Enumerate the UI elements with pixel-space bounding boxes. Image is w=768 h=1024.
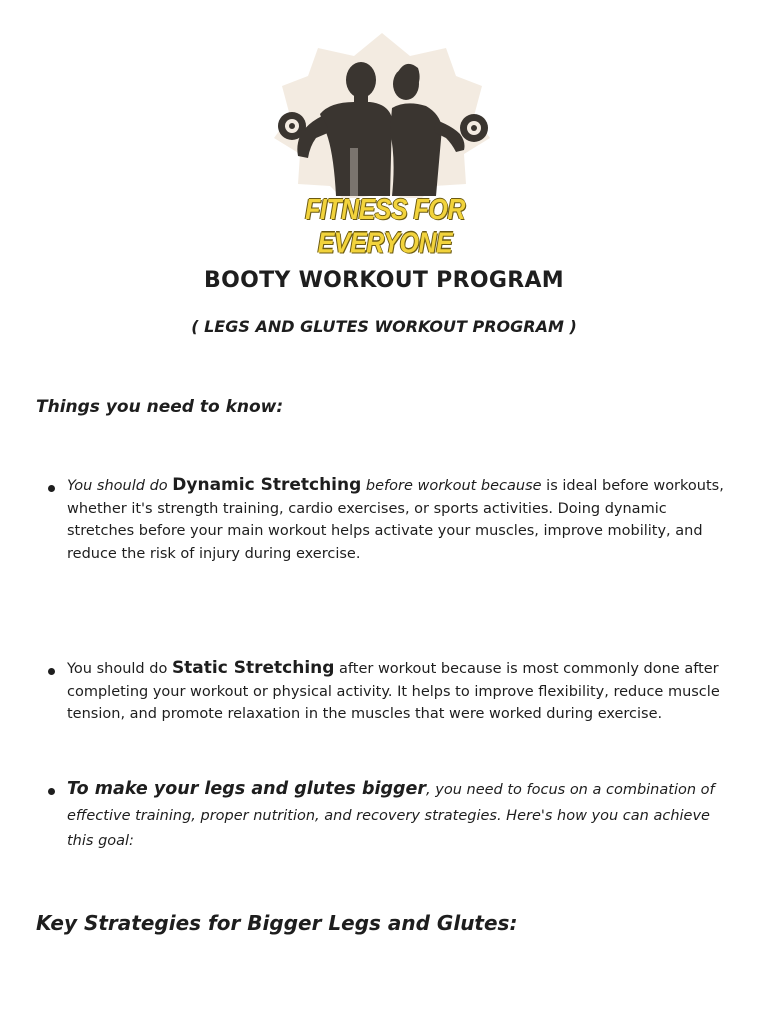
list-item — [48, 777, 728, 855]
list-item-text — [67, 474, 728, 565]
section-heading: Things you need to know: — [36, 397, 284, 417]
list-item-text — [67, 657, 728, 726]
bullet-emphasis: To make your legs and glutes bigger — [67, 779, 427, 799]
key-strategies-heading: Key Strategies for Bigger Legs and Glutes: — [36, 911, 518, 935]
fitness-logo — [250, 28, 520, 260]
bullet-rest: is ideal before workouts, whether it's strength training, cardio exercises, or sports activities. Doing dynamic stretches before your main workout helps activate your muscles, improve mobility, and reduce the risk of injury during exercise. — [67, 478, 724, 562]
bullet-pre: You should do — [67, 478, 173, 494]
bullet-rest: , you need to focus on a combination of effective training, proper nutrition, and recovery strategies. Here's how you can achieve this goal: — [67, 782, 715, 849]
bullet-middle: before workout because — [361, 478, 542, 494]
bullet-dot — [48, 668, 55, 675]
bullet-emphasis: Static Stretching — [171, 658, 335, 678]
bullet-emphasis: Dynamic Stretching — [172, 475, 362, 495]
page-title: BOOTY WORKOUT PROGRAM — [204, 268, 564, 293]
list-item-text — [67, 777, 728, 855]
bullet-pre: You should do — [67, 661, 172, 677]
page-subtitle: ( LEGS AND GLUTES WORKOUT PROGRAM ) — [191, 317, 577, 336]
logo-text: FITNESS FOR EVERYONE — [305, 193, 465, 260]
bullet-dot — [48, 485, 55, 492]
bullet-rest: after workout because is most commonly done after completing your workout or physical activity. It helps to improve flexibility, reduce muscle tension, and promote relaxation in the muscles that were worked during exercise. — [67, 661, 720, 722]
fitness-figures-icon — [250, 28, 520, 198]
list-item — [48, 474, 728, 565]
list-item — [48, 657, 728, 726]
bullet-dot — [48, 788, 55, 795]
